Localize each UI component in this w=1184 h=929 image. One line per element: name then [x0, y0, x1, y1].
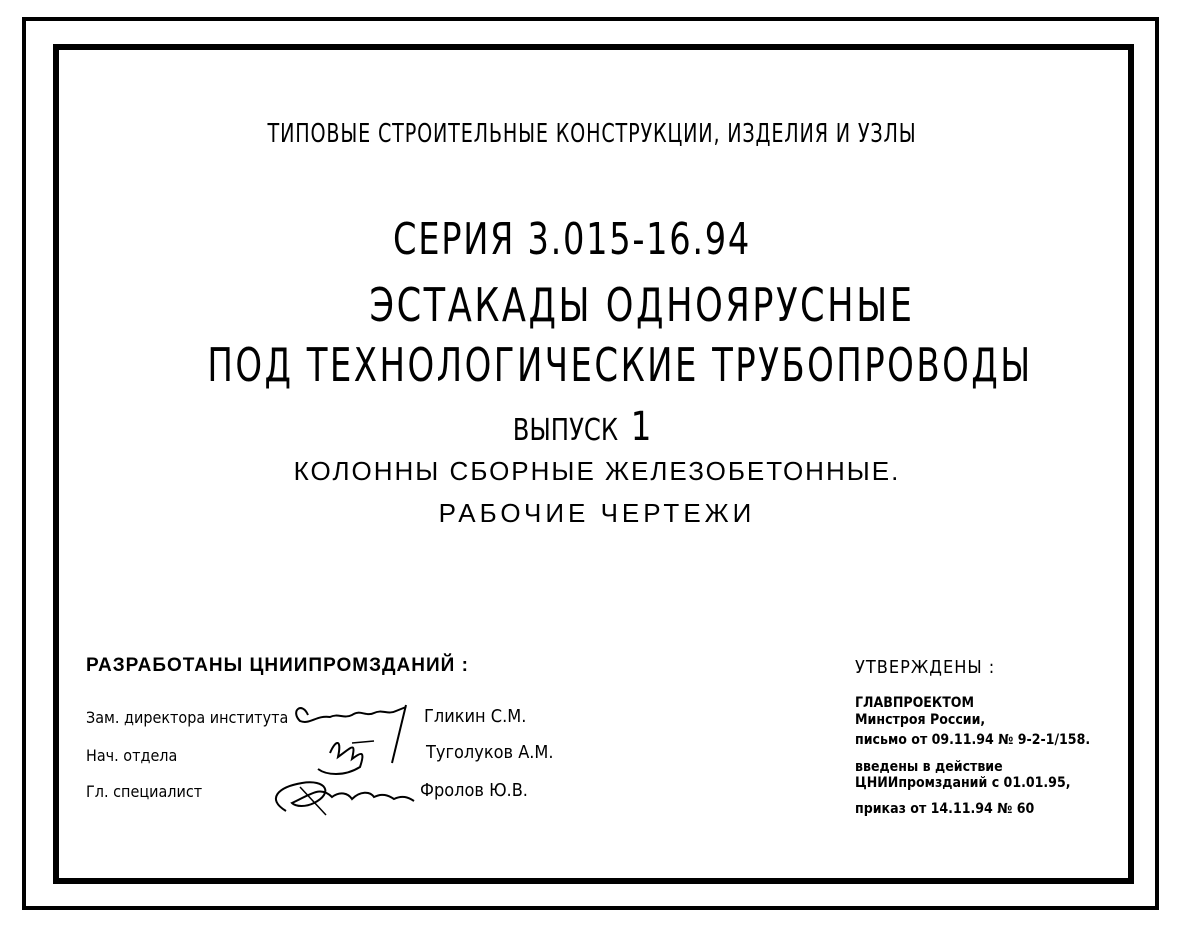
- developer-row: [86, 706, 527, 727]
- approved-line: приказ от 14.11.94 № 60: [855, 801, 1035, 817]
- approved-line: письмо от 09.11.94 № 9-2-1/158.: [855, 732, 1091, 748]
- approved-line: Минстроя России,: [855, 712, 986, 728]
- approved-title: УТВЕРЖДЕНЫ :: [855, 657, 996, 678]
- developer-role: Гл. специалист: [86, 782, 203, 801]
- series-number: СЕРИЯ 3.015-16.94: [393, 214, 751, 265]
- developer-name: Туголуков А.М.: [426, 742, 554, 763]
- approved-line: введены в действие: [855, 759, 1003, 775]
- developer-name: Гликин С.М.: [424, 706, 527, 727]
- developer-role: Зам. директора института: [86, 708, 289, 727]
- developer-row: [86, 742, 554, 765]
- developer-row: [86, 780, 528, 801]
- developer-role: Нач. отдела: [86, 746, 178, 765]
- issue-label: ВЫПУСК: [512, 413, 619, 448]
- title-line-1: ЭСТАКАДЫ ОДНОЯРУСНЫЕ: [369, 278, 915, 332]
- developed-by-title: РАЗРАБОТАНЫ ЦНИИПРОМЗДАНИЙ :: [86, 655, 469, 676]
- approved-line: ЦНИИпромзданий с 01.01.95,: [855, 775, 1071, 791]
- issue-number: 1: [630, 404, 652, 450]
- approved-block: [855, 655, 1125, 825]
- subtitle-line-2: РАБОЧИЕ ЧЕРТЕЖИ: [438, 498, 756, 528]
- approved-line: ГЛАВПРОЕКТОМ: [855, 695, 975, 711]
- developed-by-block: [86, 655, 706, 825]
- issue: [49, 404, 1115, 450]
- subtitle-line-1: КОЛОННЫ СБОРНЫЕ ЖЕЛЕЗОБЕТОННЫЕ.: [293, 456, 901, 486]
- title-line-2: ПОД ТЕХНОЛОГИЧЕСКИЕ ТРУБОПРОВОДЫ: [207, 338, 1033, 392]
- document-header: ТИПОВЫЕ СТРОИТЕЛЬНЫЕ КОНСТРУКЦИИ, ИЗДЕЛИЯ И УЗЛЫ: [267, 119, 917, 149]
- developer-name: Фролов Ю.В.: [420, 780, 528, 801]
